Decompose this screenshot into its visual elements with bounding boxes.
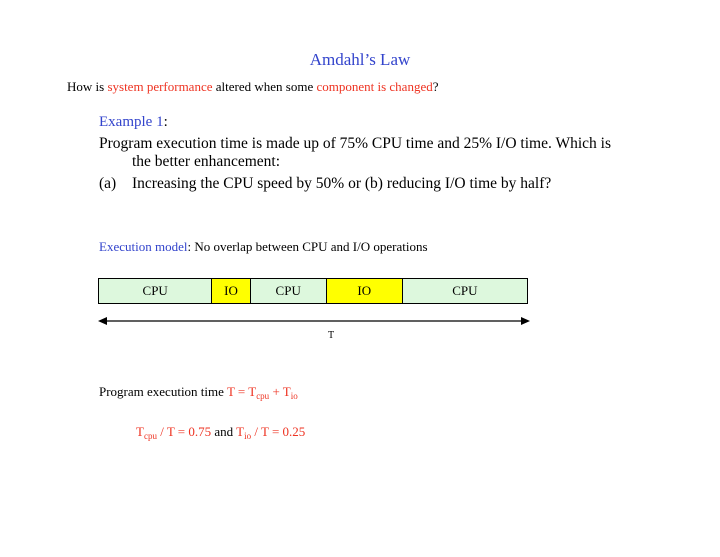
exec-plus: + T [269, 384, 291, 399]
exec-pre: Program execution time [99, 384, 227, 399]
timeline-segment-cpu: CPU [99, 279, 211, 303]
exec-cpu-sub: cpu [256, 391, 270, 401]
execution-time-formula [99, 384, 298, 400]
cpu-fraction [136, 424, 211, 439]
io-fraction-sub: io [244, 431, 252, 441]
duration-arrow [96, 314, 532, 328]
fraction-formulas [136, 424, 305, 440]
question-post: ? [432, 79, 439, 94]
duration-label: T [328, 330, 335, 341]
option-text: Increasing the CPU speed by 50% or (b) reducing I/O time by half? [132, 175, 552, 192]
execution-timeline [98, 278, 528, 304]
timeline-segment-cpu: CPU [402, 279, 527, 303]
io-fraction-value: / T = 0.25 [251, 424, 306, 439]
question-highlight-component: component is changed [316, 79, 433, 94]
cpu-fraction-value: / T = 0.75 [156, 424, 212, 439]
problem-line-3 [99, 175, 551, 193]
timeline-segment-cpu: CPU [250, 279, 326, 303]
timeline-segment-io: IO [326, 279, 402, 303]
question-mid: altered when some [212, 79, 317, 94]
question-highlight-performance: system performance [107, 79, 213, 94]
problem-line-2: the better enhancement: [132, 153, 281, 170]
exec-formula [227, 384, 298, 399]
problem-line-1: Program execution time is made up of 75% CPU time and 25% I/O time. Which is [99, 135, 611, 152]
cpu-fraction-T: T [136, 424, 144, 439]
example-heading [99, 114, 168, 131]
execution-model-label: Execution model [99, 239, 188, 254]
example-label: Example 1 [99, 114, 164, 130]
example-colon: : [163, 114, 168, 130]
execution-model [99, 239, 428, 255]
exec-T: T = T [226, 384, 257, 399]
slide-title: Amdahl’s Law [309, 50, 411, 69]
execution-model-text: : No overlap between CPU and I/O operations [187, 239, 428, 254]
question-pre: How is [67, 79, 108, 94]
exec-io-sub: io [290, 391, 298, 401]
question-line [67, 79, 439, 95]
io-fraction-T: T [236, 424, 245, 439]
timeline-segment-io: IO [211, 279, 249, 303]
io-fraction [236, 424, 305, 439]
fraction-and: and [211, 424, 237, 439]
cpu-fraction-sub: cpu [143, 431, 157, 441]
option-a-marker: (a) [99, 175, 117, 192]
